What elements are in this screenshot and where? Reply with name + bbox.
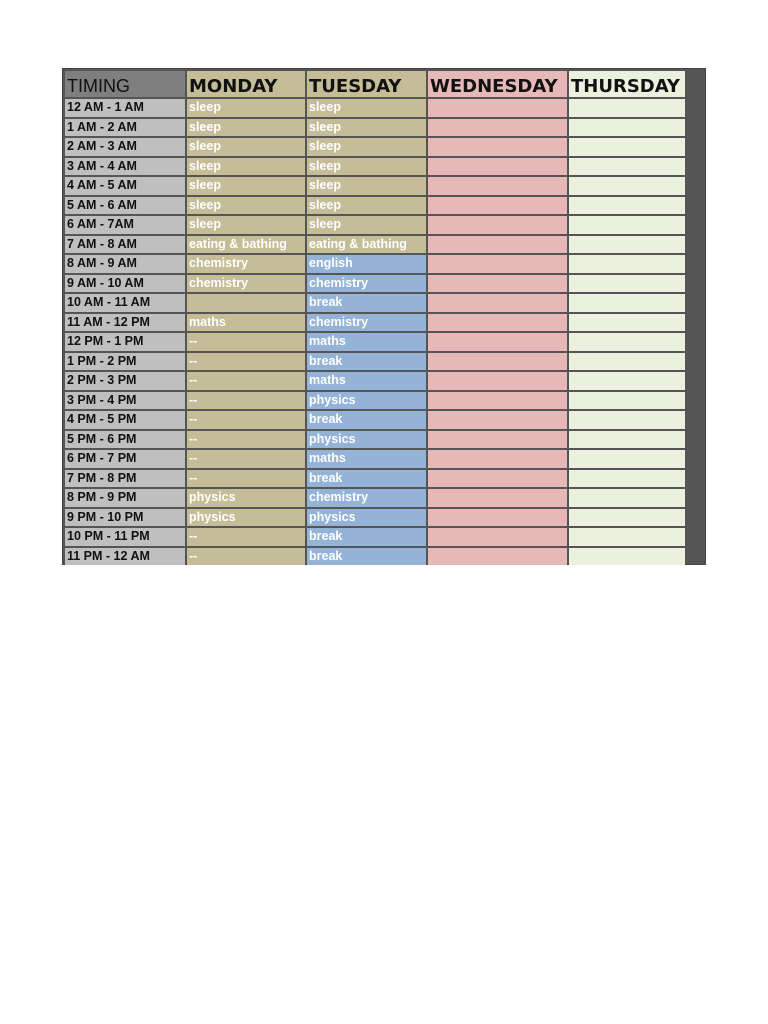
cell-tuesday[interactable]: chemistry — [307, 275, 426, 293]
table-row — [65, 450, 685, 468]
cell-wednesday[interactable] — [428, 216, 567, 234]
cell-thursday[interactable] — [569, 392, 685, 410]
cell-monday[interactable] — [187, 294, 305, 312]
cell-tuesday[interactable]: sleep — [307, 197, 426, 215]
cell-monday[interactable]: sleep — [187, 119, 305, 137]
cell-tuesday[interactable]: maths — [307, 333, 426, 351]
cell-timing[interactable]: 8 AM - 9 AM — [65, 255, 185, 273]
cell-timing[interactable]: 3 AM - 4 AM — [65, 158, 185, 176]
cell-wednesday[interactable] — [428, 119, 567, 137]
cell-wednesday[interactable] — [428, 197, 567, 215]
cell-thursday[interactable] — [569, 528, 685, 546]
cell-tuesday[interactable]: break — [307, 528, 426, 546]
table-row — [65, 158, 685, 176]
cell-timing[interactable]: 12 PM - 1 PM — [65, 333, 185, 351]
cell-wednesday[interactable] — [428, 158, 567, 176]
cell-monday[interactable]: sleep — [187, 197, 305, 215]
cell-thursday[interactable] — [569, 470, 685, 488]
cell-wednesday[interactable] — [428, 294, 567, 312]
cell-thursday[interactable] — [569, 314, 685, 332]
cell-monday[interactable]: chemistry — [187, 275, 305, 293]
cell-thursday[interactable] — [569, 411, 685, 429]
cell-tuesday[interactable]: maths — [307, 372, 426, 390]
cell-timing[interactable]: 1 PM - 2 PM — [65, 353, 185, 371]
cell-wednesday[interactable] — [428, 392, 567, 410]
cell-monday[interactable]: -- — [187, 392, 305, 410]
cell-thursday[interactable] — [569, 216, 685, 234]
timetable-body — [65, 99, 685, 565]
cell-tuesday[interactable]: sleep — [307, 138, 426, 156]
cell-thursday[interactable] — [569, 489, 685, 507]
cell-timing[interactable]: 2 PM - 3 PM — [65, 372, 185, 390]
cell-wednesday[interactable] — [428, 236, 567, 254]
table-row — [65, 509, 685, 527]
cell-timing[interactable]: 10 AM - 11 AM — [65, 294, 185, 312]
cell-wednesday[interactable] — [428, 431, 567, 449]
cell-wednesday[interactable] — [428, 275, 567, 293]
cell-thursday[interactable] — [569, 138, 685, 156]
timetable — [63, 69, 687, 567]
cell-wednesday[interactable] — [428, 470, 567, 488]
cell-timing[interactable]: 9 AM - 10 AM — [65, 275, 185, 293]
cell-monday[interactable]: physics — [187, 489, 305, 507]
cell-timing[interactable]: 6 PM - 7 PM — [65, 450, 185, 468]
table-row — [65, 392, 685, 410]
cell-wednesday[interactable] — [428, 450, 567, 468]
cell-monday[interactable]: -- — [187, 353, 305, 371]
cell-timing[interactable]: 3 PM - 4 PM — [65, 392, 185, 410]
cell-wednesday[interactable] — [428, 509, 567, 527]
cell-timing[interactable]: 2 AM - 3 AM — [65, 138, 185, 156]
cell-monday[interactable]: sleep — [187, 216, 305, 234]
cell-thursday[interactable] — [569, 294, 685, 312]
table-row — [65, 275, 685, 293]
cell-monday[interactable]: -- — [187, 450, 305, 468]
table-row — [65, 255, 685, 273]
cell-monday[interactable]: maths — [187, 314, 305, 332]
cell-thursday[interactable] — [569, 255, 685, 273]
cell-thursday[interactable] — [569, 236, 685, 254]
cell-monday[interactable]: sleep — [187, 99, 305, 117]
cell-timing[interactable]: 8 PM - 9 PM — [65, 489, 185, 507]
cell-thursday[interactable] — [569, 158, 685, 176]
cell-thursday[interactable] — [569, 333, 685, 351]
table-row — [65, 489, 685, 507]
table-row — [65, 99, 685, 117]
cell-tuesday[interactable]: sleep — [307, 99, 426, 117]
cell-tuesday[interactable]: break — [307, 353, 426, 371]
cell-monday[interactable]: -- — [187, 431, 305, 449]
table-row — [65, 138, 685, 156]
table-row — [65, 372, 685, 390]
cell-thursday[interactable] — [569, 119, 685, 137]
cell-tuesday[interactable]: sleep — [307, 119, 426, 137]
cell-tuesday[interactable]: break — [307, 411, 426, 429]
header-monday[interactable]: MONDAY — [187, 71, 305, 97]
cell-timing[interactable]: 11 AM - 12 PM — [65, 314, 185, 332]
cell-wednesday[interactable] — [428, 177, 567, 195]
cell-thursday[interactable] — [569, 177, 685, 195]
cell-monday[interactable]: sleep — [187, 138, 305, 156]
cell-monday[interactable]: physics — [187, 509, 305, 527]
cell-thursday[interactable] — [569, 450, 685, 468]
cell-monday[interactable]: -- — [187, 372, 305, 390]
table-row — [65, 470, 685, 488]
cell-tuesday[interactable]: break — [307, 294, 426, 312]
table-row — [65, 314, 685, 332]
table-row — [65, 548, 685, 566]
header-wednesday[interactable]: WEDNESDAY — [428, 71, 567, 97]
cell-timing[interactable]: 7 PM - 8 PM — [65, 470, 185, 488]
cell-monday[interactable]: sleep — [187, 177, 305, 195]
table-row — [65, 353, 685, 371]
header-row — [65, 71, 685, 97]
table-row — [65, 333, 685, 351]
cell-thursday[interactable] — [569, 197, 685, 215]
cell-timing[interactable]: 11 PM - 12 AM — [65, 548, 185, 566]
header-tuesday[interactable]: TUESDAY — [307, 71, 426, 97]
cell-timing[interactable]: 9 PM - 10 PM — [65, 509, 185, 527]
cell-timing[interactable]: 5 PM - 6 PM — [65, 431, 185, 449]
cell-thursday[interactable] — [569, 509, 685, 527]
table-row — [65, 177, 685, 195]
cell-thursday[interactable] — [569, 431, 685, 449]
cell-tuesday[interactable]: sleep — [307, 158, 426, 176]
cell-wednesday[interactable] — [428, 353, 567, 371]
cell-tuesday[interactable]: physics — [307, 431, 426, 449]
cell-tuesday[interactable]: eating & bathing — [307, 236, 426, 254]
table-row — [65, 528, 685, 546]
header-thursday[interactable]: THURSDAY — [569, 71, 685, 97]
table-row — [65, 216, 685, 234]
cell-tuesday[interactable]: sleep — [307, 216, 426, 234]
cell-tuesday[interactable]: chemistry — [307, 314, 426, 332]
cell-monday[interactable]: -- — [187, 470, 305, 488]
table-row — [65, 236, 685, 254]
cell-tuesday[interactable]: maths — [307, 450, 426, 468]
table-row — [65, 294, 685, 312]
cell-wednesday[interactable] — [428, 372, 567, 390]
cell-tuesday[interactable]: break — [307, 470, 426, 488]
cell-monday[interactable]: -- — [187, 333, 305, 351]
cell-wednesday[interactable] — [428, 138, 567, 156]
cell-wednesday[interactable] — [428, 411, 567, 429]
cell-tuesday[interactable]: sleep — [307, 177, 426, 195]
cell-thursday[interactable] — [569, 548, 685, 566]
cell-tuesday[interactable]: chemistry — [307, 489, 426, 507]
cell-timing[interactable]: 12 AM - 1 AM — [65, 99, 185, 117]
cell-timing[interactable]: 1 AM - 2 AM — [65, 119, 185, 137]
timetable-sheet — [62, 68, 706, 565]
cell-tuesday[interactable]: break — [307, 548, 426, 566]
cell-timing[interactable]: 6 AM - 7AM — [65, 216, 185, 234]
cell-thursday[interactable] — [569, 353, 685, 371]
cell-wednesday[interactable] — [428, 333, 567, 351]
cell-timing[interactable]: 7 AM - 8 AM — [65, 236, 185, 254]
cell-tuesday[interactable]: physics — [307, 392, 426, 410]
cell-tuesday[interactable]: physics — [307, 509, 426, 527]
table-row — [65, 197, 685, 215]
cell-wednesday[interactable] — [428, 489, 567, 507]
cell-wednesday[interactable] — [428, 548, 567, 566]
cell-thursday[interactable] — [569, 275, 685, 293]
cell-monday[interactable]: -- — [187, 528, 305, 546]
cell-monday[interactable]: eating & bathing — [187, 236, 305, 254]
cell-monday[interactable]: -- — [187, 548, 305, 566]
cell-monday[interactable]: -- — [187, 411, 305, 429]
table-row — [65, 119, 685, 137]
cell-monday[interactable]: sleep — [187, 158, 305, 176]
cell-wednesday[interactable] — [428, 528, 567, 546]
cell-wednesday[interactable] — [428, 314, 567, 332]
table-row — [65, 411, 685, 429]
table-row — [65, 431, 685, 449]
cell-timing[interactable]: 5 AM - 6 AM — [65, 197, 185, 215]
header-timing[interactable]: TIMING — [65, 71, 185, 97]
cell-thursday[interactable] — [569, 99, 685, 117]
cell-tuesday[interactable]: english — [307, 255, 426, 273]
cell-thursday[interactable] — [569, 372, 685, 390]
cell-monday[interactable]: chemistry — [187, 255, 305, 273]
cell-timing[interactable]: 4 PM - 5 PM — [65, 411, 185, 429]
cell-wednesday[interactable] — [428, 99, 567, 117]
cell-wednesday[interactable] — [428, 255, 567, 273]
cell-timing[interactable]: 10 PM - 11 PM — [65, 528, 185, 546]
cell-timing[interactable]: 4 AM - 5 AM — [65, 177, 185, 195]
